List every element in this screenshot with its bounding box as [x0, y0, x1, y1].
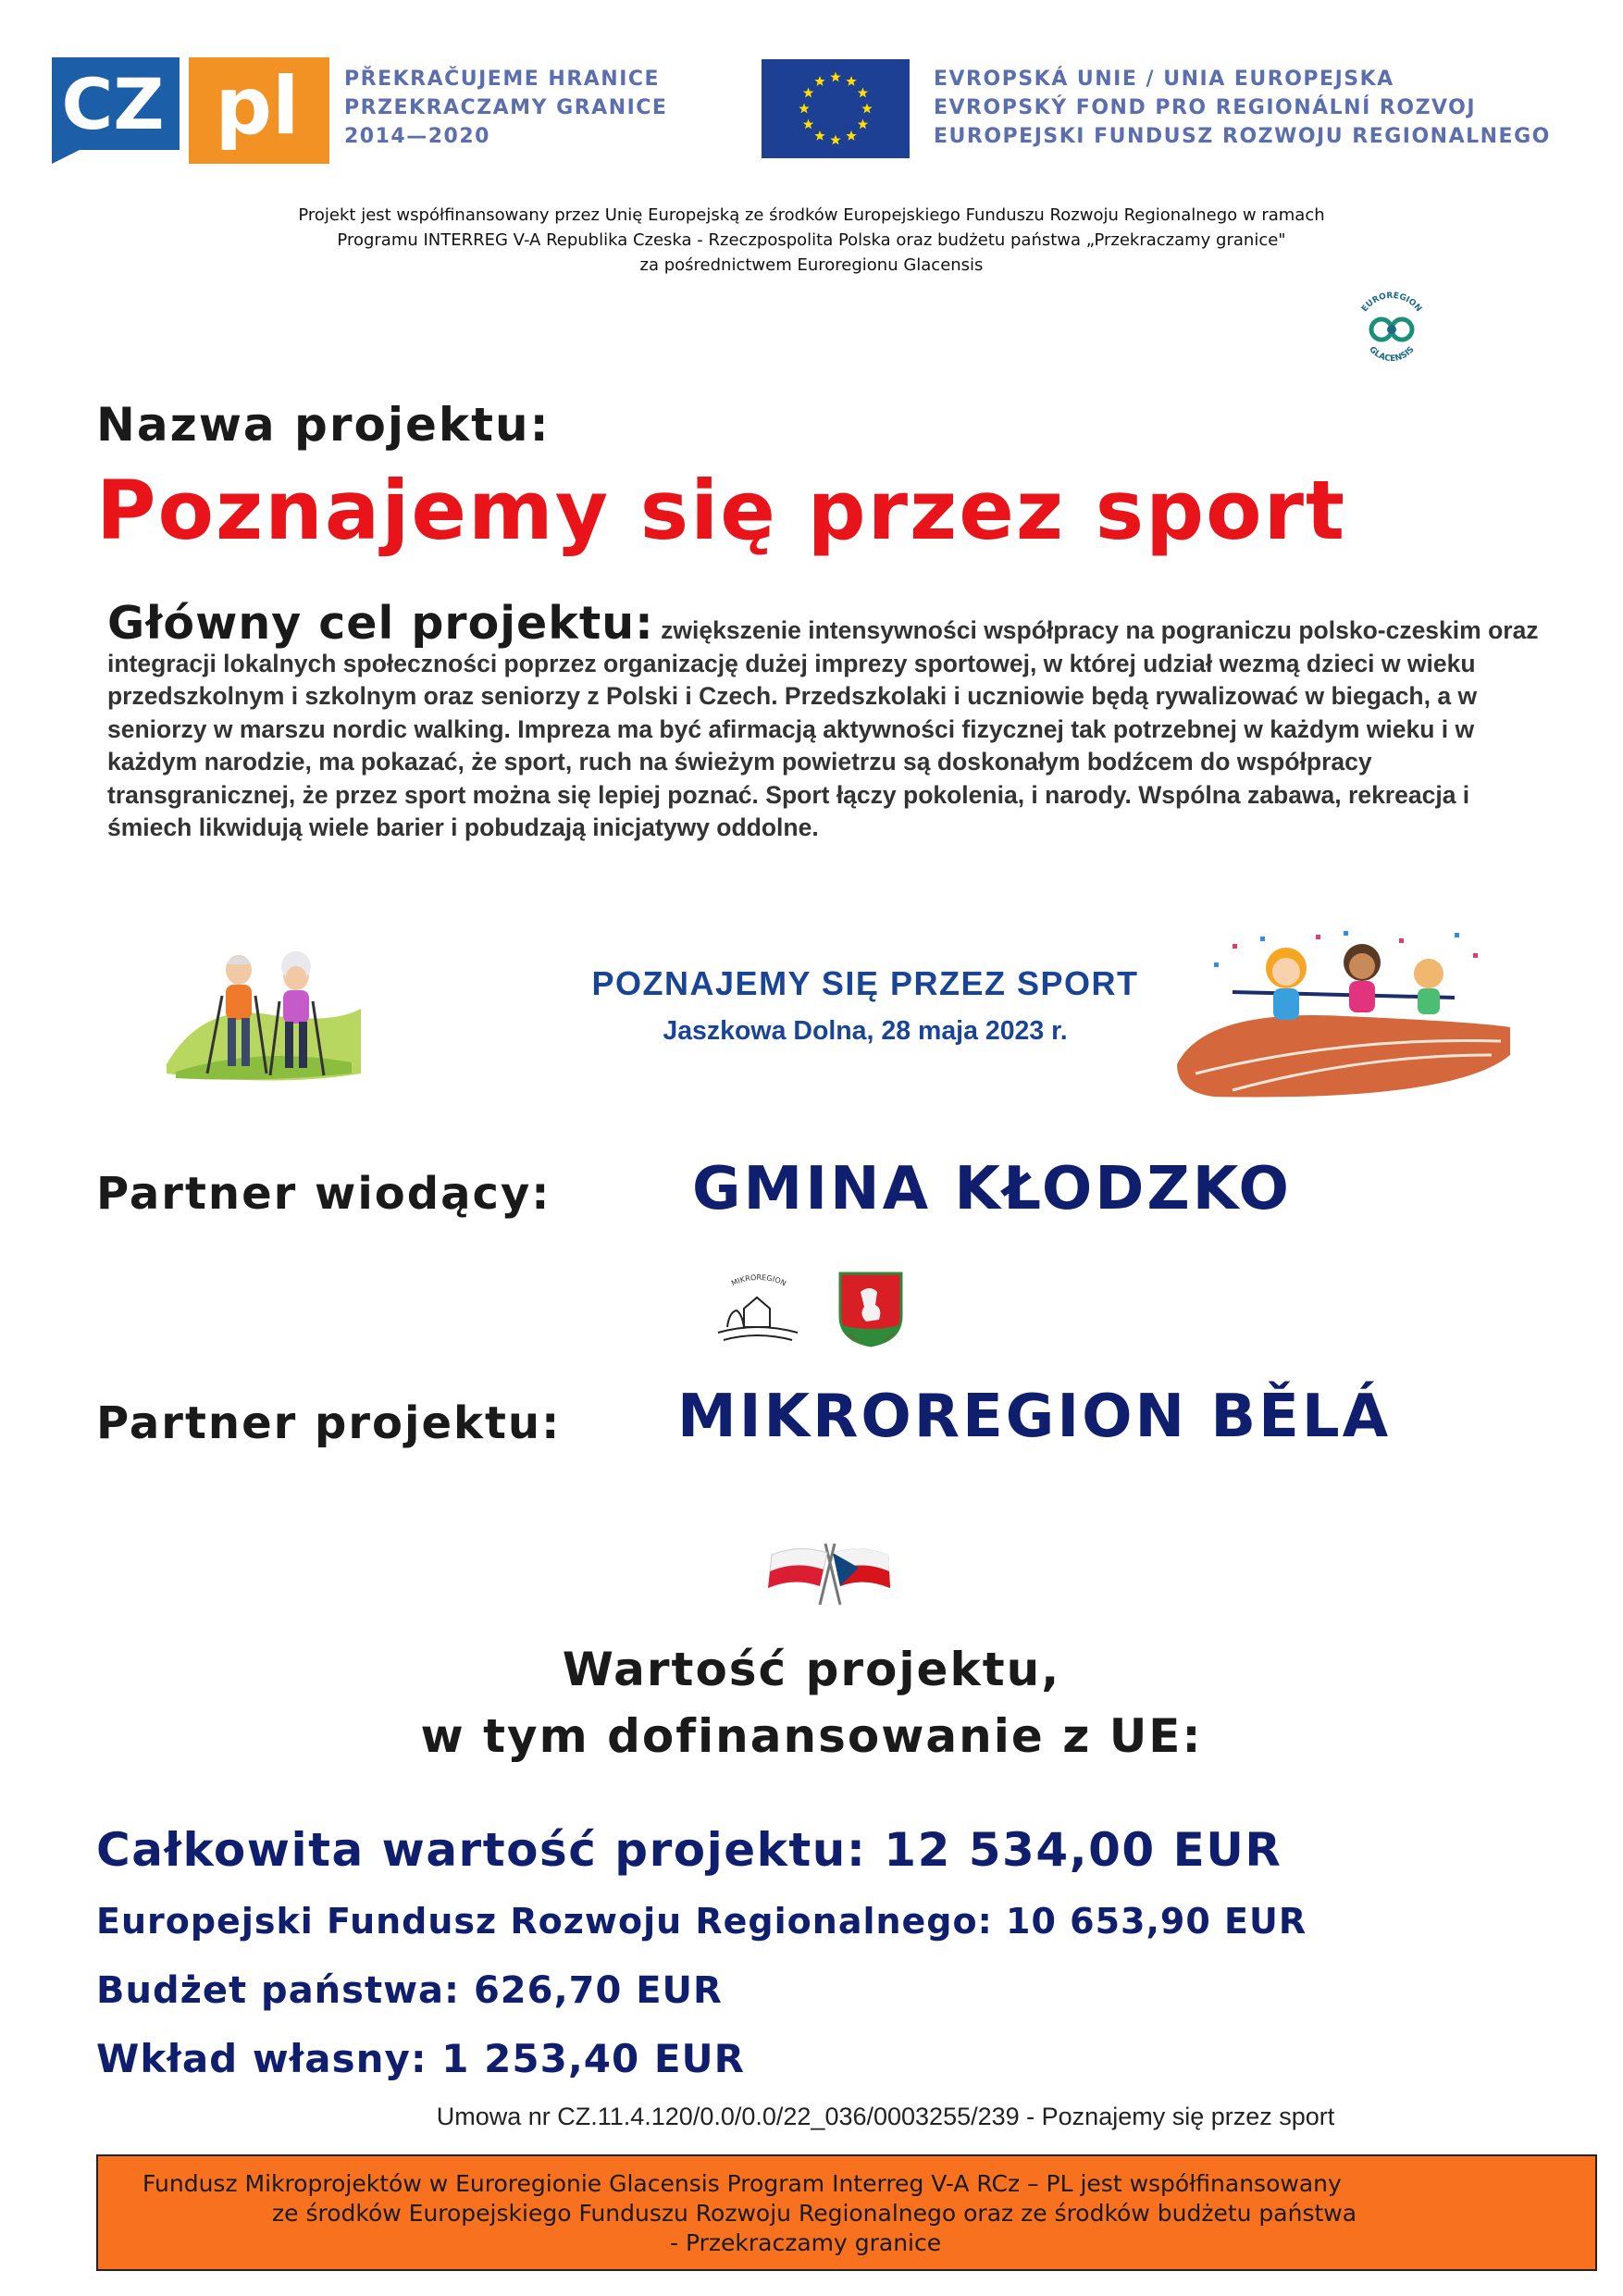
czpl-logo-cz: CZ: [61, 63, 165, 145]
value-title-line-2: w tym dofinansowanie z UE:: [420, 1709, 1203, 1763]
program-period: 2014—2020: [344, 125, 490, 148]
pl-cz-flags-icon: [768, 1540, 892, 1607]
nordic-walking-seniors-illustration: [167, 935, 361, 1087]
czpl-logo-pl: pl: [215, 60, 300, 153]
bela-coat-of-arms-icon: [838, 1272, 903, 1347]
svg-text:MIKROREGION: [730, 1273, 787, 1288]
cofinancing-line-2: Programu INTERREG V-A Republika Czeska - Rzeczpospolita Polska oraz budżetu państwa „Przekraczamy granice": [337, 230, 1286, 250]
euroregion-logo-bottom: GLACENSIS: [1367, 344, 1417, 365]
program-slogan-cz: PŘEKRAČUJEME HRANICE: [344, 68, 661, 91]
event-date: Jaszkowa Dolna, 28 maja 2023 r.: [663, 1016, 1068, 1046]
svg-text:GLACENSIS: [1367, 345, 1416, 364]
eu-flag-icon: [762, 59, 910, 158]
mikroregion-logo-text: MIKROREGION: [730, 1272, 787, 1288]
event-title: POZNAJEMY SIĘ PRZEZ SPORT: [591, 964, 1139, 1002]
project-partner-value: MIKROREGION BĚLÁ: [677, 1383, 1392, 1451]
project-value-title: [0, 1636, 1623, 1769]
footer-line-3: - Przekraczamy granice: [670, 2229, 942, 2256]
goal-label: Główny cel projektu:: [107, 597, 654, 650]
svg-text:EUROREGION: [1360, 292, 1423, 314]
eu-line-2: EVROPSKÝ FOND PRO REGIONÁLNÍ ROZVOJ: [934, 96, 1477, 119]
state-budget-value: Budżet państwa: 626,70 EUR: [96, 1969, 723, 2012]
running-kids-illustration: [1177, 925, 1510, 1101]
czpl-program-logo: [52, 57, 329, 164]
erdf-funding-value: Europejski Fundusz Rozwoju Regionalnego: 10 653,90 EUR: [96, 1901, 1307, 1942]
euroregion-logo-top: EUROREGION: [1360, 291, 1423, 315]
eu-fund-text: [934, 65, 1551, 151]
cofinancing-line-1: Projekt jest współfinansowany przez Unię Europejską ze środków Europejskiego Funduszu Rozwoju Regionalnego w ramach: [298, 205, 1325, 225]
footer-text: [96, 2169, 1597, 2258]
cofinancing-statement: [0, 203, 1623, 278]
own-contribution-value: Wkład własny: 1 253,40 EUR: [96, 2036, 745, 2081]
footer-line-1: Fundusz Mikroprojektów w Euroregionie Glacensis Program Interreg V-A RCz – PL jest współfinansowany: [142, 2170, 1342, 2197]
lead-partner-value: GMINA KŁODZKO: [692, 1155, 1292, 1223]
project-goal: [107, 597, 1551, 845]
value-title-line-1: Wartość projektu,: [562, 1643, 1061, 1696]
cofinancing-line-3: za pośrednictwem Euroregionu Glacensis: [639, 255, 984, 275]
program-slogan-pl: PRZEKRACZAMY GRANICE: [344, 96, 668, 119]
project-title: Poznajemy się przez sport: [96, 463, 1347, 558]
total-project-value: Całkowita wartość projektu: 12 534,00 EUR: [96, 1823, 1282, 1877]
eu-line-3: EUROPEJSKI FUNDUSZ ROZWOJU REGIONALNEGO: [934, 125, 1551, 148]
goal-text: zwiększenie intensywności współpracy na pograniczu polsko-czeskim oraz integracji lokalnych społeczności poprzez organizację dużej imprezy sportowej, w której udział wezmą dzieci w wieku przedszkolnym i szkolnym oraz seniorzy z Polski i Czech. Przedszkolaki i uczniowie będą rywalizować w biegach, a w seniorzy w marszu nordic walking. Impreza ma być afirmacją aktywności fizycznej tak potrzebnej w każdym wieku i w każdym narodzie, ma pokazać, że sport, ruch na świeżym powietrzu są doskonałym bodźcem do współpracy transgranicznej, że przez sport można się lepiej poznać. Sport łączy pokolenia, i narody. Wspólna zabawa, rekreacja i śmiech likwidują wiele barier i pobudzają inicjatywy oddolne.: [107, 616, 1539, 841]
footer-line-2: ze środków Europejskiego Funduszu Rozwoju Regionalnego oraz ze środków budżetu państwa: [272, 2200, 1357, 2227]
eu-line-1: EVROPSKÁ UNIE / UNIA EUROPEJSKA: [934, 68, 1394, 91]
program-slogan: [344, 65, 667, 151]
project-partner-label: Partner projektu:: [96, 1397, 562, 1449]
lead-partner-label: Partner wiodący:: [96, 1168, 551, 1220]
euroregion-glacensis-logo: [1347, 285, 1436, 374]
mikroregion-bela-logo: [711, 1272, 803, 1346]
contract-number: Umowa nr CZ.11.4.120/0.0/0.0/22_036/0003255/239 - Poznajemy się przez sport: [436, 2103, 1335, 2130]
project-name-label: Nazwa projektu:: [96, 398, 551, 452]
